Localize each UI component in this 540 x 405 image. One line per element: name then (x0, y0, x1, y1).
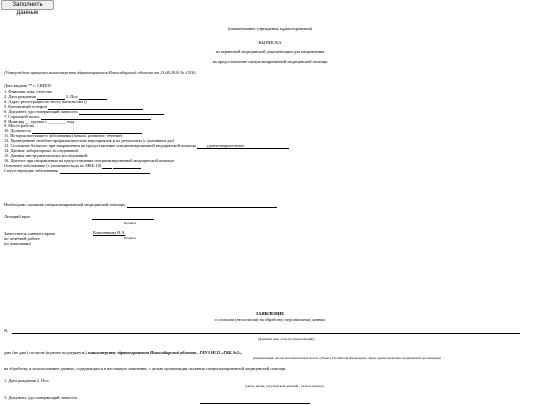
field-address: 4. Адрес регистрации по месту жительства () (4, 98, 87, 104)
necessary-care-label: Необходимо оказание специализированной медицинской помощи: (4, 203, 277, 208)
field-fio: 1. Фамилия, имя, отчество (4, 89, 53, 94)
document-subtitle-2: на предоставление специализированной медицинской помощи (212, 59, 328, 64)
fill-data-button[interactable]: Заполнить данные (1, 0, 54, 10)
deputy-label-1: Заместитель главного врача (4, 231, 55, 236)
field-diagnosis: 16. Диагноз при направлении на предоставление специализированной медицинской помощи (4, 157, 174, 163)
doctor-label: Лечащий врач (4, 214, 30, 219)
org-caption: (наименование учреждения здравоохранения) (227, 26, 312, 31)
deputy-label-3: (по поликлинике) (4, 242, 31, 246)
field-insurance: 7. Страховой полис (4, 115, 484, 120)
deputy-signature-caption: Подпись (124, 236, 137, 240)
field-phone: 5. Контактный телефон (4, 105, 484, 110)
deputy-label-2: по лечебной работе (4, 236, 40, 241)
field-condition: 13. Состояние больного при направлении на предоставление специализированной медицинской помощи удовлетворительное (4, 144, 484, 149)
field-concomitant: Сопутствующие заболевания: (4, 169, 484, 174)
field-lab-data: 14. Данные лабораторных исследований: (4, 148, 80, 154)
doctor-signature-caption: Подпись (124, 221, 137, 225)
statement-subtitle: о согласии (несогласии) на обработку персональных данных (214, 317, 326, 322)
deputy-name: Коваленкова Н.А. (93, 230, 126, 235)
field-disability: 8. Инвалид __ группы с ________ года (4, 118, 75, 124)
issue-date-label: Дата выдачи ** г. СНИЛС (4, 83, 52, 88)
condition-value: удовлетворительное (206, 143, 244, 149)
doc-line (200, 403, 310, 404)
statement-i-label: Я, (4, 328, 8, 333)
questionnaire-list (4, 90, 484, 174)
field-position: 10. Должность (4, 129, 484, 134)
consent-org: министерству здравоохранения Новосибирской области , ГБУЗ НСО «ГКБ №2», (87, 350, 243, 355)
field-main-disease: Основное заболевание (с указанием кода по МКБ 10) (4, 164, 484, 169)
document-title: ВЫПИСКА (258, 40, 282, 45)
dob-sex-label: 1. Дата рождения 2. Пол (4, 378, 49, 383)
field-dob-sex: 2. Дата рождения 3. Пол (4, 95, 484, 100)
approval-note: (Утверждена приказом министерства здравоохранения Новосибирской области от 11.08.2010 № 1516) (4, 70, 196, 75)
field-treatment: 12. Проведенные лечебно-профилактические мероприятия и их результаты (с указанием дат) (4, 138, 175, 144)
field-history: 11. История настоящего заболевания (начало, развитие, течение) (4, 133, 123, 139)
consent-line: даю (не даю) согласие (нужное подчеркнуть) министерству здравоохранения Новосибирской области , ГБУЗ НСО «ГКБ №2», (4, 350, 243, 355)
field-workplace: 9. Место работы (4, 123, 35, 129)
doctor-signature-line (92, 219, 154, 220)
fio-line (12, 333, 520, 334)
field-id-document: 6. Документ, удостоверяющий личность (4, 110, 484, 115)
statement-title: ЗАЯВЛЕНИЕ (255, 311, 285, 316)
field-instrumental-data: 15. Данные инструментальных исследований: (4, 152, 89, 158)
document-subtitle-1: из первичной медицинской документации для направления (215, 49, 325, 54)
fio-caption: (фамилия, имя, отчество (при наличии)) (258, 337, 315, 341)
purpose-text: на обработку и использование данных, содержащихся в настоящем заявлении, с целью организации оказания специализированной медицинской помощи. (4, 366, 287, 371)
doc-label: 3. Документ, удостоверяющий личность (4, 395, 78, 400)
dob-sex-caption: (число, месяц, год (мужской, женский - указать нужное) (245, 384, 324, 388)
consent-org-caption: (наименование органа исполнительной власти субъекта Российской Федерации в сфере здравоохранения, медицинской организации) (253, 356, 441, 360)
